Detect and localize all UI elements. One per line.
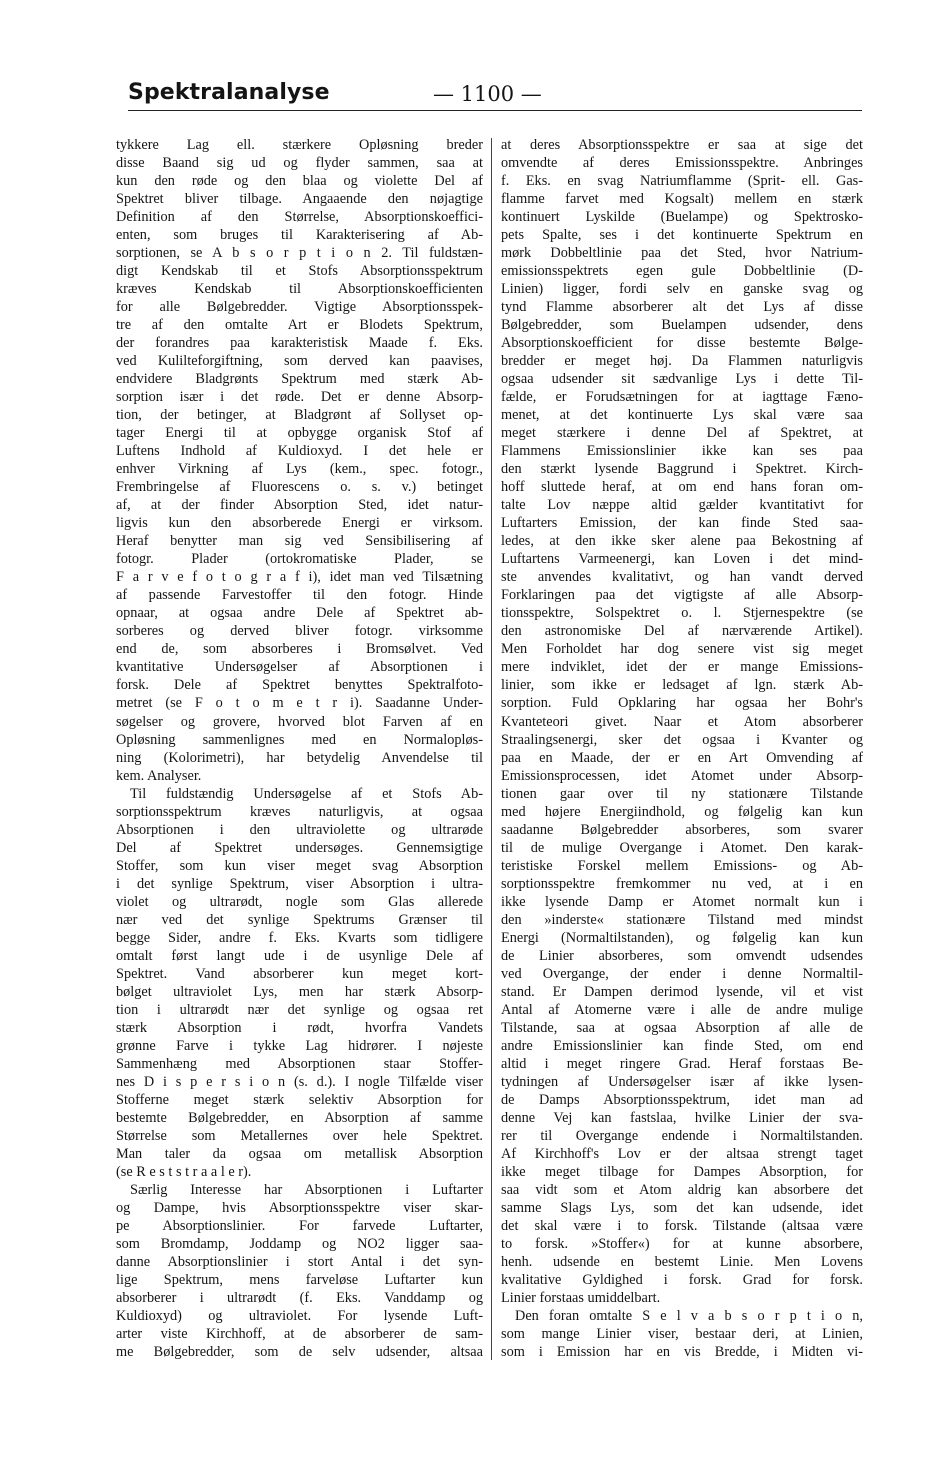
text-line: F a r v e f o t o g r a f i), idet man ved Tilsætning [116, 569, 483, 586]
text-line: denne Vej kan fastslaa, hvilke Linier der sva- [501, 1109, 863, 1126]
text-line: med højere Energiindhold, og følgelig kan kun [501, 803, 863, 820]
text-line: Men Forholdet har dog senere vist sig meget [501, 641, 863, 658]
text-line: emissionsspektrets egen gule Dobbeltlinie (D- [501, 263, 863, 280]
text-line: sorption. Fuld Opklaring har ogsaa her Bohr's [501, 695, 863, 712]
text-line: arter viste Kirchhoff, at de absorberer de sam- [116, 1326, 483, 1343]
text-line: Bølgebredder, som Buelampen udsender, dens [501, 317, 863, 334]
text-line: i det synlige Spektrum, viser Absorption i ultra- [116, 875, 483, 892]
text-line: pets Spalte, ses i det kontinuerte Spektrum en [501, 227, 863, 244]
right-column [501, 136, 863, 1361]
text-line: omvendte af deres Emissionsspektre. Anbringes [501, 155, 863, 172]
text-line: meget stærkere i denne Del af Spektret, at [501, 425, 863, 442]
text-line: Man taler da ogsaa om metallisk Absorption [116, 1145, 483, 1162]
text-line: som mange Linier viser, bestaar deri, at Linien, [501, 1326, 863, 1343]
text-line: ved Kulilteforgiftning, som derved kan paavises, [116, 353, 483, 370]
header-rule [128, 110, 862, 111]
text-line: at deres Absorptionsspektre er saa at sige det [501, 137, 863, 153]
text-line: Absorptionen i den ultraviolette og ultrarøde [116, 821, 483, 838]
text-line: Heraf benytter man sig ved Sensibilisering af [116, 533, 483, 550]
text-line: sorptionen, se A b s o r p t i o n 2. Til fuldstæn- [116, 245, 483, 262]
text-line: nær ved det synlige Spektrums Grænser til [116, 911, 483, 928]
text-line: tre af den omtalte Art er Blodets Spektrum, [116, 317, 483, 334]
text-line: flamme farvet med Kogsalt) mellem en stærk [501, 191, 863, 208]
text-line: grønne Farve i tykke Lag hidrører. I nøjeste [116, 1037, 483, 1054]
text-line: tykkere Lag ell. stærkere Opløsning breder [116, 137, 483, 153]
text-line: Del af Spektret undersøges. Gennemsigtige [116, 839, 483, 856]
text-line: linier, som ikke er ledsaget af lgn. stærk Ab- [501, 677, 863, 694]
text-line: de Damps Absorptionsspektrum, idet man ad [501, 1091, 863, 1108]
text-line: samme Slags Lys, som det kan udsende, idet [501, 1199, 863, 1216]
text-line: bredder er meget høj. Da Flammen naturligvis [501, 353, 863, 370]
text-line: tydningen af Undersøgelser især af ikke lysen- [501, 1073, 863, 1090]
text-line: Forklaringen paa det vigtigste af alle Absorp- [501, 587, 863, 604]
text-line: den stærkt lysende Baggrund i Spektret. Kirch- [501, 461, 863, 478]
text-line: ogsaa udsender sit sædvanlige Lys i dette Til- [501, 371, 863, 388]
text-line: (se R e s t s t r a a l e r). [116, 1163, 252, 1180]
text-line: metret (se F o t o m e t r i). Saadanne Under- [116, 695, 483, 712]
text-line: Energi (Normaltilstanden), og følgelig kan kun [501, 929, 863, 946]
text-line: Til fuldstændig Undersøgelse af et Stofs Ab- [130, 785, 483, 802]
text-line: Antal af Atomerne være i alle de andre mulige [501, 1001, 863, 1018]
text-line: ste anvendes kvalitativt, og han vandt derved [501, 569, 863, 586]
text-line: tynd Flamme absorberer alt det Lys af disse [501, 299, 863, 316]
text-line: ning (Kolorimetri), har betydelig Anvendelse til [116, 749, 483, 766]
text-line: bestemte Bølgebredder, en Absorption af samme [116, 1109, 483, 1126]
text-line: Luftens Indhold af Kuldioxyd. I det hele er [116, 443, 483, 460]
text-line: danne Absorptionslinier i stort Antal i det syn- [116, 1253, 483, 1270]
text-line: Opløsning sammenlignes med en Normalopløs- [116, 731, 483, 748]
text-line: sorptionsspektre fremkommer nu ved, at i en [501, 875, 863, 892]
text-line: Absorptionskoefficient for disse bestemte Bølge- [501, 335, 863, 352]
text-line: digt Kendskab til et Stofs Absorptionsspektrum [116, 263, 483, 280]
text-line: ved Overgange, der ender i denne Normaltil- [501, 965, 863, 982]
text-line: Tilstande, saa at ogsaa Absorption af alle de [501, 1019, 863, 1036]
text-line: for alle Bølgebredder. Vigtige Absorptionsspek- [116, 299, 483, 316]
text-line: kvantitative Undersøgelser af Absorptionen i [116, 659, 483, 676]
page-header [128, 78, 862, 112]
text-line: Størrelse som Metallernes over hele Spektret. [116, 1127, 483, 1144]
text-line: den »inderste« stationære Tilstand med mindst [501, 911, 863, 928]
text-line: sorption især i det røde. Det er denne Absorp- [116, 389, 483, 406]
text-line: stand. Er Dampen derimod lysende, vil et vist [501, 983, 863, 1000]
text-line: violet og ultrarødt, nogle som Glas allerede [116, 893, 483, 910]
column-divider [491, 138, 492, 1360]
text-line: enhver Virkning af Lys (kem., spec. fotogr., [116, 461, 483, 478]
text-line: enten, som bruges til Karakterisering af Ab- [116, 227, 483, 244]
text-line: Stofferne meget stærk selektiv Absorption for [116, 1091, 483, 1108]
text-line: disse Baand sig ud og flyder sammen, saa at [116, 155, 483, 172]
text-line: Luftarters Emission, der kan finde Sted saa- [501, 515, 863, 532]
running-head-title: Spektralanalyse [128, 80, 330, 105]
text-line: fotogr. Plader (ortokromatiske Plader, se [116, 551, 483, 568]
text-line: tionsspektre, Solspektret o. l. Stjernespektre (se [501, 605, 863, 622]
text-line: Sammenhæng med Absorptionen staar Stoffer- [116, 1055, 483, 1072]
text-line: Den foran omtalte S e l v a b s o r p t i o n, [515, 1308, 863, 1325]
text-line: tionen gaar over til ny stationære Tilstande [501, 785, 863, 802]
text-line: opnaar, at ogsaa andre Dele af Spektret ab- [116, 605, 483, 622]
text-line: af, at der finder Absorption Sted, idet natur- [116, 497, 483, 514]
text-line: til de mulige Overgange i Atomet. Den karak- [501, 839, 863, 856]
text-line: og Dampe, hvis Absorptionsspektre viser skar- [116, 1199, 483, 1216]
text-line: ledes, at den ikke sker alene paa Bekostning af [501, 533, 863, 550]
text-line: Flammens Emissionslinier ikke kan ses paa [501, 443, 863, 460]
text-line: det skal være i to forsk. Tilstande (altsaa være [501, 1217, 863, 1234]
text-line: kræves Kendskab til Absorptionskoefficienten [116, 281, 483, 298]
text-line: Kvanteteori givet. Naar et Atom absorberer [501, 713, 863, 730]
text-line: søgelser og grovere, hvorved blot Farven af en [116, 713, 483, 730]
text-line: end de, som absorberes i Bromsølvet. Ved [116, 641, 483, 658]
text-line: Stoffer, som kun viser meget svag Absorption [116, 857, 483, 874]
text-line: Definition af den Størrelse, Absorptionskoeffici- [116, 209, 483, 226]
text-line: f. Eks. en svag Natriumflamme (Sprit- ell. Gas- [501, 173, 863, 190]
text-line: som Bromdamp, Joddamp og NO2 ligger saa- [116, 1235, 483, 1252]
text-line: forsk. Dele af Spektret benyttes Spektralfoto- [116, 677, 483, 694]
text-line: absorberer i ultrarødt (f. Eks. Vanddamp og [116, 1290, 483, 1306]
text-line: rer til Overgange endende i Normaltilstanden. [501, 1127, 863, 1144]
text-line: ikke meget tilbage for Dampes Absorption, for [501, 1163, 863, 1180]
text-line: ikke lysende Damp er Atomet normalt kun i [501, 893, 863, 910]
text-line: sorberes og derved bliver fotogr. virksomme [116, 623, 483, 640]
text-line: saadanne Bølgebredder absorberes, som svarer [501, 821, 863, 838]
text-line: teristiske Forskel mellem Emissions- og Ab- [501, 857, 863, 874]
page-number: — 1100 — [433, 82, 542, 106]
text-line: andre Emissionslinier kan finde Sted, om end [501, 1037, 863, 1054]
text-line: mørk Dobbeltlinie paa det Sted, hvor Natrium- [501, 245, 863, 262]
text-line: Straalingsenergi, sker det ogsaa i Kvanter og [501, 731, 863, 748]
text-line: tion, der betinger, at Bladgrønt af Sollyset op- [116, 407, 483, 424]
text-line: me Bølgebredder, som de selv udsender, altsaa [116, 1344, 483, 1361]
text-line: sorptionsspektrum kræves naturligvis, at ogsaa [116, 803, 483, 820]
text-line: fælde, er Forudsætningen for at iagttage Fæno- [501, 389, 863, 406]
text-line: nes D i s p e r s i o n (s. d.). I nogle Tilfælde viser [116, 1073, 483, 1090]
text-line: tager Energi til at opbygge organisk Stof af [116, 425, 483, 442]
text-line: omtalt først langt ude i de usynlige Dele af [116, 947, 483, 964]
text-line: Særlig Interesse har Absorptionen i Luftarter [130, 1181, 483, 1198]
text-line: tion i ultrarødt nær det synlige og ogsaa ret [116, 1001, 483, 1018]
text-line: kem. Analyser. [116, 767, 202, 784]
text-line: ligvis kun den absorberede Energi er virksom. [116, 515, 483, 532]
text-line: saa vidt som et Atom aldrig kan absorbere det [501, 1181, 863, 1198]
text-line: menet, at det kontinuerte Lys skal være saa [501, 407, 863, 424]
text-line: Af Kirchhoff's Lov er der altsaa strengt taget [501, 1145, 863, 1162]
text-line: kun den røde og den blaa og violette Del af [116, 173, 483, 190]
text-line: mere indviklet, idet der er mange Emissions- [501, 659, 863, 676]
text-line: Spektret bliver tilbage. Angaaende den nøjagtige [116, 191, 483, 208]
text-line: bølget ultraviolet Lys, men har stærk Absorp- [116, 983, 483, 1000]
text-line: Frembringelse af Fluorescens o. s. v.) betinget [116, 479, 483, 496]
text-line: paa en Maade, der er en Art Omvending af [501, 749, 863, 766]
text-line: hoff sluttede heraf, at om end hans foran om- [501, 479, 863, 496]
left-column [116, 136, 483, 1361]
text-line: af passende Farvestoffer til den fotogr. Hinde [116, 587, 483, 604]
text-line: altid i meget ringere Grad. Heraf forstaas Be- [501, 1055, 863, 1072]
text-line: den astronomiske Del af nærværende Artikel). [501, 623, 863, 640]
text-line: pe Absorptionslinier. For farvede Luftarter, [116, 1217, 483, 1234]
text-line: begge Sider, andre f. Eks. Kvarts som tidligere [116, 929, 483, 946]
text-line: stærk Absorption i rødt, hvorfra Vandets [116, 1019, 483, 1036]
text-line: de Linier absorberes, som omvendt udsendes [501, 947, 863, 964]
text-line: henh. udsende en bestemt Linie. Men Lovens [501, 1253, 863, 1270]
text-line: kontinuert Lyskilde (Buelampe) og Spektrosko- [501, 209, 863, 226]
text-line: endvidere Bladgrønts Spektrum med stærk Ab- [116, 371, 483, 388]
text-line: Emissionsprocessen, idet Atomet under Absorp- [501, 767, 863, 784]
text-line: kvalitative Gyldighed i forsk. Grad for forsk. [501, 1271, 863, 1288]
text-line: Linier forstaas umiddelbart. [501, 1290, 661, 1306]
text-line: talte Lov næppe altid gælder kvantitativt for [501, 497, 863, 514]
text-line: to forsk. »Stoffer«) for at kunne absorbere, [501, 1235, 863, 1252]
text-line: Linien) ligger, fordi selv en ganske svag og [501, 281, 863, 298]
text-line: som i Emission har en vis Bredde, i Midten vi- [501, 1344, 863, 1361]
text-line: lige Spektrum, mens farveløse Luftarter kun [116, 1271, 483, 1288]
text-line: der forandres paa karakteristisk Maade f. Eks. [116, 335, 483, 352]
text-line: Kuldioxyd) og ultraviolet. For lysende Luft- [116, 1308, 483, 1325]
text-line: Luftartens Varmeenergi, kan Loven i det mind- [501, 551, 863, 568]
text-line: Spektret. Vand absorberer kun meget kort- [116, 965, 483, 982]
